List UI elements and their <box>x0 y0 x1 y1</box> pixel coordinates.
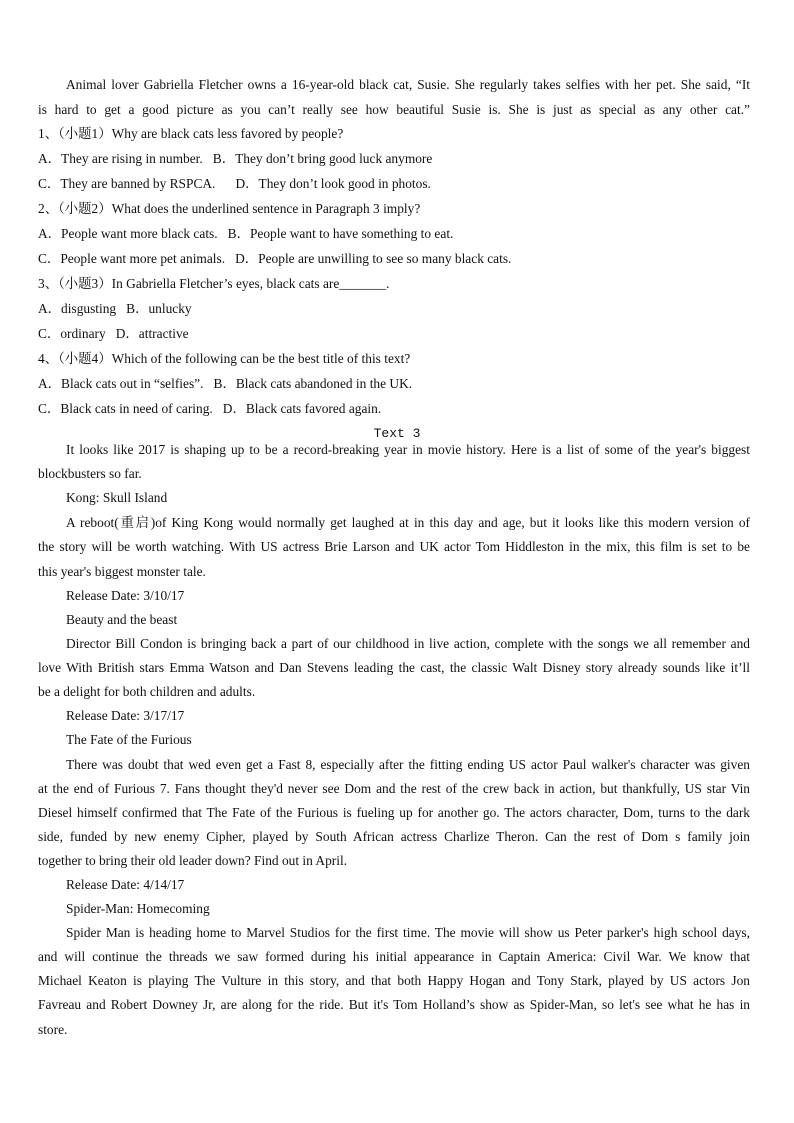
text-line: this year's biggest monster tale. <box>38 564 206 579</box>
text-line: and will continue the threads we saw formed during his initial appearance in Captain America: Civil War. We know that <box>38 949 750 964</box>
question-1-stem: 1、（小题1）Why are black cats less favored by people? <box>38 126 344 141</box>
text-line: love With British stars Emma Watson and Dan Stevens leading the cast, the classic Walt Disney story already sounds like it’ll <box>38 660 750 675</box>
question-2-option-cd[interactable]: C．People want more pet animals. D．People are unwilling to see so many black cats. <box>38 251 512 266</box>
text-line: Release Date: 3/10/17 <box>66 588 185 603</box>
text-3-heading: Text 3 <box>373 426 421 441</box>
text-line: Diesel himself confirmed that The Fate of the Furious is fueling up for another go. The actors character, Dom, turns to the dark <box>38 805 750 820</box>
text-line: be a delight for both children and adults. <box>38 684 256 699</box>
text-line: Favreau and Robert Downey Jr, are along for the ride. But it's Tom Holland’s show as Spider-Man, so let's see what he has in <box>38 997 750 1012</box>
text-line: at the end of Furious 7. Fans thought they'd never see Dom and the rest of the crew back in action, but thankfully, US star Vin <box>38 781 750 796</box>
question-1-option-cd[interactable]: C．They are banned by RSPCA. D．They don’t look good in photos. <box>38 176 431 191</box>
text-line: blockbusters so far. <box>38 466 142 481</box>
text-line: together to bring their old leader down? Find out in April. <box>38 853 348 868</box>
text-line: Spider Man is heading home to Marvel Studios for the first time. The movie will show us Peter parker's high school days, <box>66 925 750 940</box>
text-line: Michael Keaton is playing The Vulture in this story, and that both Happy Hogan and Tony Stark, played by US actors Jon <box>38 973 750 988</box>
question-4-option-cd[interactable]: C．Black cats in need of caring. D．Black cats favored again. <box>38 401 382 416</box>
question-3-stem: 3、（小题3）In Gabriella Fletcher’s eyes, black cats are_______. <box>38 276 390 291</box>
text-line: The Fate of the Furious <box>66 732 192 747</box>
text-line: is hard to get a good picture as you can’t really see how beautiful Susie is. She is just as special as any other cat.” <box>38 102 750 117</box>
text-line: side, funded by new enemy Cipher, played by South African actress Charlize Theron. Can the rest of Dom s family join <box>38 829 750 844</box>
text-line: A reboot(重启)of King Kong would normally get laughed at in this day and age, but it looks like this modern version of <box>66 515 750 530</box>
text-line: It looks like 2017 is shaping up to be a record-breaking year in movie history. Here is a list of some of the year's biggest <box>66 442 750 457</box>
text-line: Director Bill Condon is bringing back a part of our childhood in live action, complete with the songs we all remember and <box>66 636 750 651</box>
text-line: Spider-Man: Homecoming <box>66 901 210 916</box>
question-1-option-ab[interactable]: A．They are rising in number. B．They don’t bring good luck anymore <box>38 151 433 166</box>
question-2-option-ab[interactable]: A．People want more black cats. B．People want to have something to eat. <box>38 226 454 241</box>
question-3-option-cd[interactable]: C．ordinary D．attractive <box>38 326 189 341</box>
text-line: Release Date: 3/17/17 <box>66 708 185 723</box>
text-line: Release Date: 4/14/17 <box>66 877 185 892</box>
question-4-stem: 4、（小题4）Which of the following can be the best title of this text? <box>38 351 411 366</box>
text-line: Kong: Skull Island <box>66 490 168 505</box>
question-3-option-ab[interactable]: A．disgusting B．unlucky <box>38 301 192 316</box>
text-line: Beauty and the beast <box>66 612 178 627</box>
text-line: There was doubt that wed even get a Fast 8, especially after the fitting ending US actor Paul walker's character was given <box>66 757 750 772</box>
question-2-stem: 2、（小题2）What does the underlined sentence in Paragraph 3 imply? <box>38 201 421 216</box>
question-4-option-ab[interactable]: A．Black cats out in “selfies”. B．Black cats abandoned in the UK. <box>38 376 413 391</box>
text-line: the story will be worth watching. With US actress Brie Larson and UK actor Tom Hiddleston in the mix, this film is set to be <box>38 539 750 554</box>
text-line: store. <box>38 1022 68 1037</box>
text-line: Animal lover Gabriella Fletcher owns a 16-year-old black cat, Susie. She regularly takes selfies with her pet. She said, “It <box>66 77 750 92</box>
